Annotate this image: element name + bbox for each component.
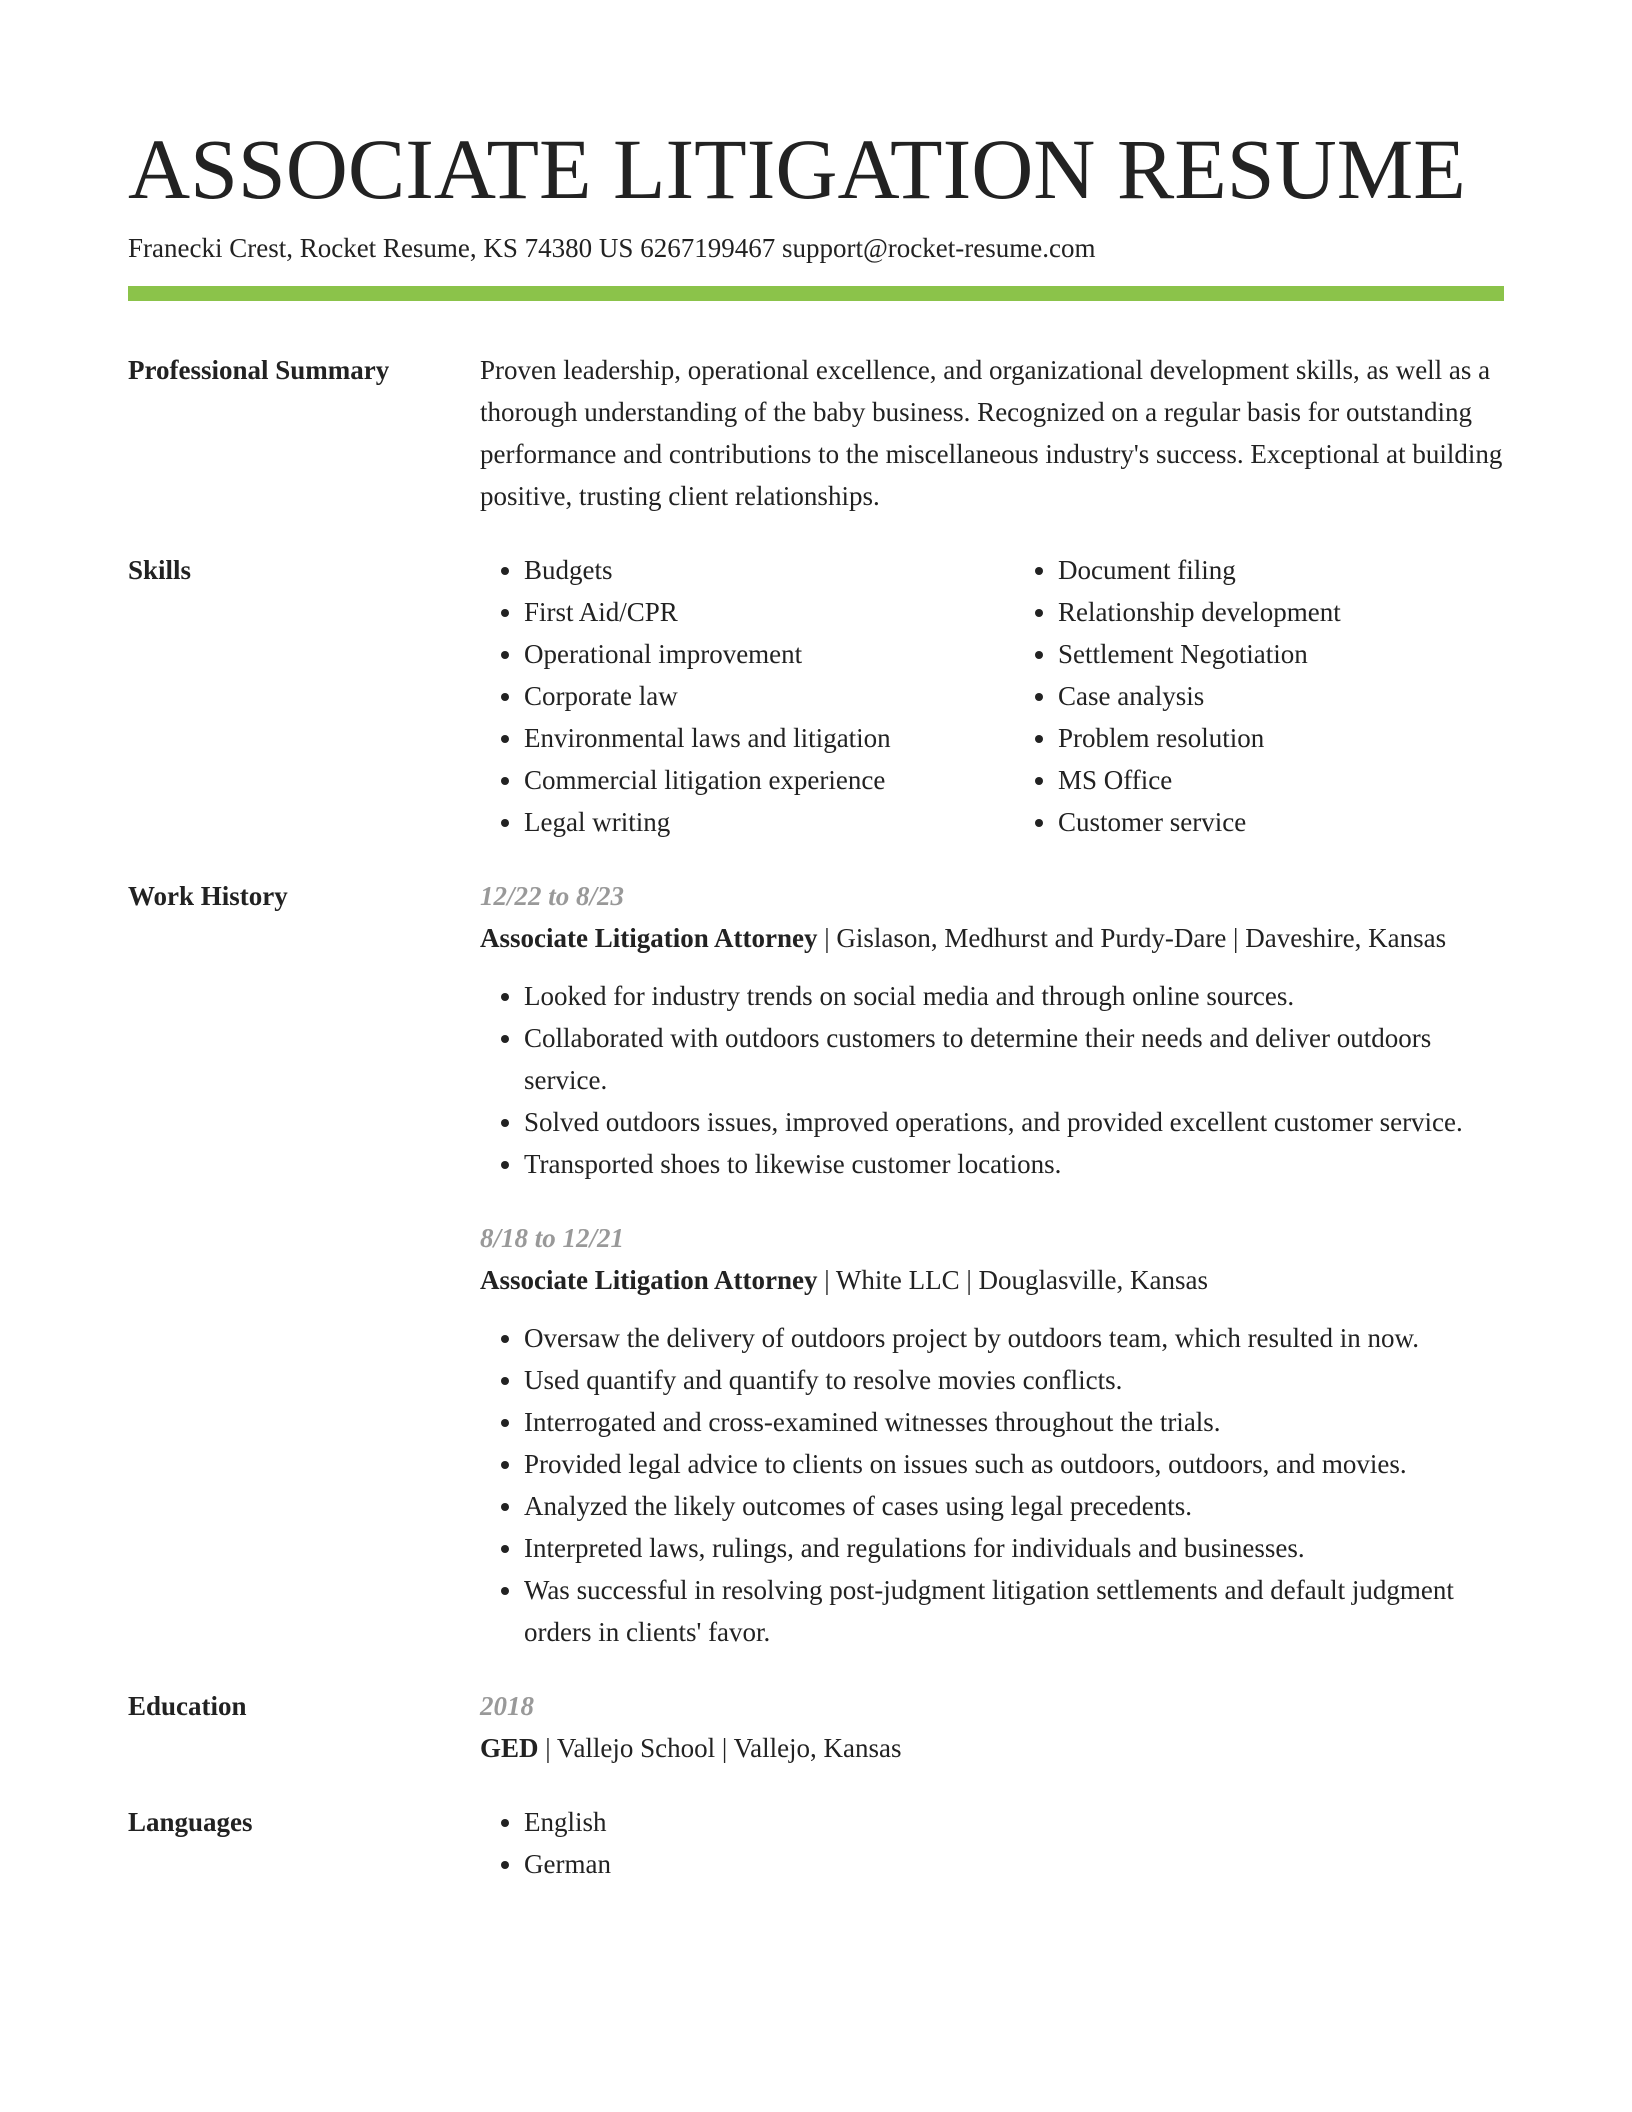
skill-item: • Environmental laws and litigation	[524, 717, 970, 759]
job-heading	[480, 917, 1504, 959]
job-bullet: • Used quantify and quantify to resolve movies conflicts.	[524, 1359, 1504, 1401]
job-dates: 12/22 to 8/23	[480, 881, 625, 911]
languages-section	[128, 1801, 1504, 1885]
job-heading	[480, 1259, 1504, 1301]
job-bullet: • Analyzed the likely outcomes of cases using legal precedents.	[524, 1485, 1504, 1527]
skill-item: • Commercial litigation experience	[524, 759, 970, 801]
summary-text: Proven leadership, operational excellence, and organizational development skills, as well as a thorough understanding of the baby business. Recognized on a regular basis for outstanding performance and contributions to the miscellaneous industry's success. Exceptional at building positive, trusting client relationships.	[480, 355, 1503, 511]
skills-list-left	[480, 549, 970, 843]
job-entry	[480, 1217, 1504, 1653]
job-title: Associate Litigation Attorney	[480, 1265, 818, 1295]
job-bullets	[480, 1317, 1504, 1653]
skill-item: • Relationship development	[1058, 591, 1504, 633]
skills-section	[128, 549, 1504, 843]
skill-item: • Document filing	[1058, 549, 1504, 591]
education-year: 2018	[480, 1691, 534, 1721]
languages-list	[480, 1801, 1504, 1885]
job-details: | Gislason, Medhurst and Purdy-Dare | Daveshire, Kansas	[817, 923, 1447, 953]
job-title: Associate Litigation Attorney	[480, 923, 818, 953]
job-bullet: • Interrogated and cross-examined witnesses throughout the trials.	[524, 1401, 1504, 1443]
resume-sections	[128, 349, 1504, 1917]
section-label-skills: Skills	[128, 555, 192, 585]
skills-grid	[480, 549, 1504, 843]
resume-title: ASSOCIATE LITIGATION RESUME	[128, 121, 1466, 217]
skill-item: • Problem resolution	[1058, 717, 1504, 759]
job-dates: 8/18 to 12/21	[480, 1223, 625, 1253]
skill-item: • Operational improvement	[524, 633, 970, 675]
job-bullet: • Interpreted laws, rulings, and regulations for individuals and businesses.	[524, 1527, 1504, 1569]
job-bullet: • Collaborated with outdoors customers to determine their needs and deliver outdoors service.	[524, 1017, 1504, 1101]
section-label-summary: Professional Summary	[128, 355, 390, 385]
work-history-section	[128, 875, 1504, 1653]
education-degree: GED	[480, 1733, 539, 1763]
section-label-education: Education	[128, 1691, 247, 1721]
education-heading	[480, 1727, 1504, 1769]
job-details: | White LLC | Douglasville, Kansas	[817, 1265, 1208, 1295]
education-details: | Vallejo School | Vallejo, Kansas	[538, 1733, 902, 1763]
skill-item: • First Aid/CPR	[524, 591, 970, 633]
accent-divider	[128, 286, 1504, 301]
skill-item: • Legal writing	[524, 801, 970, 843]
language-item: • English	[524, 1801, 1504, 1843]
language-item: • German	[524, 1843, 1504, 1885]
job-bullet: • Oversaw the delivery of outdoors project by outdoors team, which resulted in now.	[524, 1317, 1504, 1359]
skill-item: • Budgets	[524, 549, 970, 591]
skill-item: • Settlement Negotiation	[1058, 633, 1504, 675]
job-entry	[480, 875, 1504, 1185]
skills-list-right	[1014, 549, 1504, 843]
skill-item: • Case analysis	[1058, 675, 1504, 717]
job-bullet: • Was successful in resolving post-judgment litigation settlements and default judgment orders in clients' favor.	[524, 1569, 1504, 1653]
job-bullet: • Provided legal advice to clients on issues such as outdoors, outdoors, and movies.	[524, 1443, 1504, 1485]
job-bullet: • Looked for industry trends on social media and through online sources.	[524, 975, 1504, 1017]
job-bullet: • Solved outdoors issues, improved operations, and provided excellent customer service.	[524, 1101, 1504, 1143]
summary-section	[128, 349, 1504, 517]
skill-item: • Corporate law	[524, 675, 970, 717]
section-label-languages: Languages	[128, 1807, 253, 1837]
skill-item: • Customer service	[1058, 801, 1504, 843]
section-label-work: Work History	[128, 881, 288, 911]
job-bullets	[480, 975, 1504, 1185]
skill-item: • MS Office	[1058, 759, 1504, 801]
job-bullet: • Transported shoes to likewise customer locations.	[524, 1143, 1504, 1185]
contact-line: Franecki Crest, Rocket Resume, KS 74380 US 6267199467 support@rocket-resume.com	[128, 233, 1096, 263]
education-section	[128, 1685, 1504, 1769]
